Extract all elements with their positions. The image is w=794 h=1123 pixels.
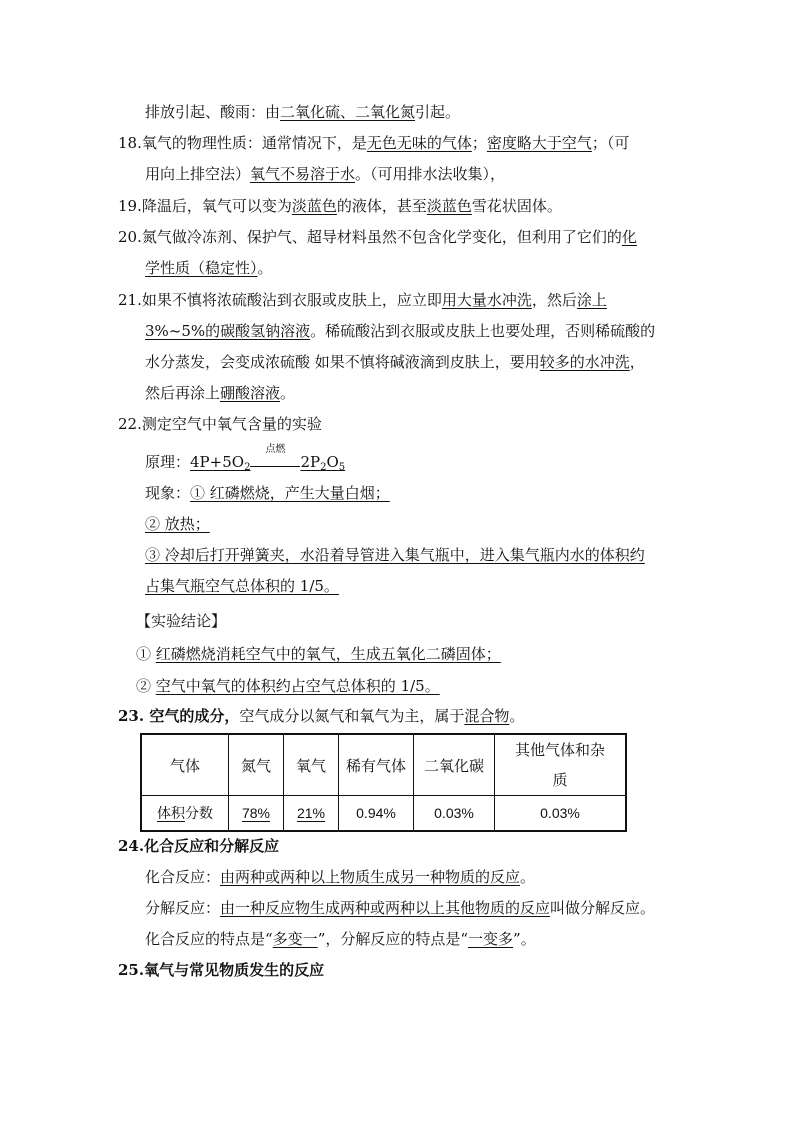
reaction-bar	[250, 466, 300, 467]
item19-color1: 淡蓝色	[291, 197, 337, 215]
phenomenon-label: 现象：	[145, 484, 191, 502]
phenomenon-line2	[145, 513, 210, 535]
item18-colorless: 无色无味的气体	[366, 134, 472, 152]
item22-heading	[118, 413, 322, 435]
table-header-cell: 氮气	[229, 734, 284, 796]
table-header-cell	[495, 734, 627, 796]
intro-text: 排放引起、酸雨：由	[145, 103, 281, 121]
item18-number: 18.	[118, 134, 142, 152]
principle-label: 原理：	[145, 453, 191, 471]
reaction-condition: 点燃	[265, 444, 286, 455]
table-header-row	[141, 734, 626, 796]
item21-boric: 硼酸溶液	[220, 384, 281, 402]
header-other-2: 质	[552, 771, 568, 789]
air-composition-table	[140, 733, 627, 832]
item18-line1	[118, 132, 629, 154]
features-line	[145, 928, 536, 950]
conclusion-2: 空气中氧气的体积约占空气总体积的 1/5。	[155, 677, 440, 695]
table-cell	[229, 796, 284, 832]
table-cell	[284, 796, 339, 832]
equation-sub: 2	[244, 462, 251, 473]
item22-number: 22.	[118, 415, 142, 433]
item20-line2	[145, 257, 273, 279]
table-row-label	[141, 796, 229, 832]
item19-text: 降温后，氧气可以变为	[141, 197, 292, 215]
conclusion-title	[136, 610, 226, 632]
feature-one-to-many: 一变多	[468, 930, 514, 948]
item18-line2	[145, 163, 505, 185]
reaction-arrow	[250, 444, 300, 467]
item21-text2: ，然后	[531, 291, 577, 309]
features-text: 化合反应的特点是“	[145, 930, 273, 948]
conclusion-1: 红磷燃烧消耗空气中的氧气，生成五氧化二磷固体；	[155, 645, 501, 663]
item20-end: 。	[257, 259, 273, 277]
principle-equation	[190, 444, 346, 473]
value-nitrogen: 78%	[241, 805, 271, 821]
item21-rinse2: 较多的水冲洗	[539, 353, 630, 371]
item23-line	[118, 705, 524, 727]
table-header-cell: 二氧化碳	[414, 734, 495, 796]
intro-line	[145, 101, 460, 123]
table-row	[141, 796, 626, 832]
row-label-volume: 体积	[157, 805, 185, 821]
equation-sub: 2	[320, 462, 327, 473]
item23-text: 空气成分以氮气和氧气为主，属于	[239, 707, 465, 725]
row-label-fraction: 分数	[185, 805, 213, 821]
item22-principle	[145, 444, 346, 479]
phenomenon-3: ③ 冷却后打开弹簧夹，水沿着导管进入集气瓶中，进入集气瓶内水的体积约	[145, 546, 645, 564]
table-cell: 0.03%	[495, 796, 627, 832]
conclusion-1-num: ①	[136, 645, 152, 663]
item19-line	[118, 195, 562, 217]
equation-sub: 5	[338, 462, 346, 473]
item24-heading: 24.化合反应和分解反应	[118, 837, 280, 855]
decomposition-line	[145, 897, 655, 919]
conclusion-heading: 【实验结论】	[136, 612, 227, 630]
item22-title: 测定空气中氧气含量的实验	[141, 415, 322, 433]
item21-text: 如果不慎将浓硫酸沾到衣服或皮肤上，应立即	[141, 291, 442, 309]
header-other-1: 其他气体和杂	[514, 741, 605, 759]
table-header-cell: 气体	[141, 734, 229, 796]
item21-solution: 3%~5%的碳酸氢钠溶液	[145, 322, 311, 340]
conclusion-2-num: ②	[136, 677, 152, 695]
item21-line1	[118, 289, 607, 311]
intro-underlined: 二氧化硫、二氧化氮	[280, 103, 416, 121]
equation-product: 2P	[300, 453, 321, 471]
item25-heading: 25.氧气与常见物质发生的反应	[118, 961, 325, 979]
phenomenon-3-cont: 占集气瓶空气总体积的 1/5。	[145, 577, 339, 595]
item18-text2: ；（可	[591, 134, 630, 152]
item18-sep: ；	[471, 134, 487, 152]
conclusion-2-line	[136, 675, 440, 697]
combination-definition: 由两种或两种以上物质生成另一种物质的反应	[220, 868, 521, 886]
item18-text4: 。（可用排水法收集），	[355, 165, 506, 183]
item19-text3: 雪花状固体。	[471, 197, 562, 215]
item20-chem: 化	[621, 228, 637, 246]
decomposition-definition: 由一种反应物生成两种或两种以上其他物质的反应	[220, 899, 551, 917]
item21-text3: 。稀硫酸沾到衣服或皮肤上也要处理，否则稀硫酸的	[310, 322, 656, 340]
item18-solubility: 氧气不易溶于水	[250, 165, 356, 183]
value-oxygen: 21%	[296, 805, 326, 821]
item21-text4: 水分蒸发，会变成浓硫酸 如果不慎将碱液滴到皮肤上，要用	[145, 353, 540, 371]
table-cell: 0.03%	[414, 796, 495, 832]
table-cell: 0.94%	[339, 796, 414, 832]
combination-line	[145, 866, 535, 888]
item21-line4	[145, 382, 295, 404]
item21-rinse: 用大量水冲洗	[441, 291, 532, 309]
item18-density: 密度略大于空气	[486, 134, 592, 152]
intro-text-end: 引起。	[415, 103, 461, 121]
decomposition-label: 分解反应：	[145, 899, 221, 917]
item20-text: 氮气做冷冻剂、保护气、超导材料虽然不包含化学变化，但利用了它们的	[141, 228, 622, 246]
table-header-cell: 稀有气体	[339, 734, 414, 796]
item21-end: 。	[280, 384, 296, 402]
phenomenon-line4	[145, 575, 339, 597]
equation-reactants: 4P+5O	[190, 453, 245, 471]
equation-product-o: O	[326, 453, 339, 471]
features-end: ”。	[513, 930, 536, 948]
item20-line1	[118, 226, 637, 248]
item23-mixture: 混合物	[464, 707, 510, 725]
phenomenon-1: ① 红磷燃烧，产生大量白烟；	[190, 484, 390, 502]
item23-heading: 23. 空气的成分，	[118, 707, 240, 725]
item21-apply: 涂上	[576, 291, 607, 309]
table-header-cell: 氧气	[284, 734, 339, 796]
phenomenon-line1	[145, 482, 390, 504]
item20-chem-prop: 学性质（稳定性）	[145, 259, 258, 277]
decomposition-end: 叫做分解反应。	[550, 899, 656, 917]
combination-end: 。	[520, 868, 536, 886]
item19-text2: 的液体，甚至	[336, 197, 427, 215]
item19-number: 19.	[118, 197, 142, 215]
conclusion-1-line	[136, 643, 501, 665]
phenomenon-line3	[145, 544, 645, 566]
combination-label: 化合反应：	[145, 868, 221, 886]
item19-color2: 淡蓝色	[426, 197, 472, 215]
item18-text3: 用向上排空法）	[145, 165, 251, 183]
item21-number: 21.	[118, 291, 142, 309]
features-text2: ”，分解反应的特点是“	[317, 930, 469, 948]
item21-line2	[145, 320, 655, 342]
item18-text: 氧气的物理性质：通常情况下，是	[141, 134, 367, 152]
phenomenon-2: ② 放热；	[145, 515, 210, 533]
item21-line3	[145, 351, 645, 373]
item21-comma: ，	[629, 353, 645, 371]
feature-many-to-one: 多变一	[272, 930, 318, 948]
item23-end: 。	[509, 707, 525, 725]
item20-number: 20.	[118, 228, 142, 246]
item21-text5: 然后再涂上	[145, 384, 221, 402]
